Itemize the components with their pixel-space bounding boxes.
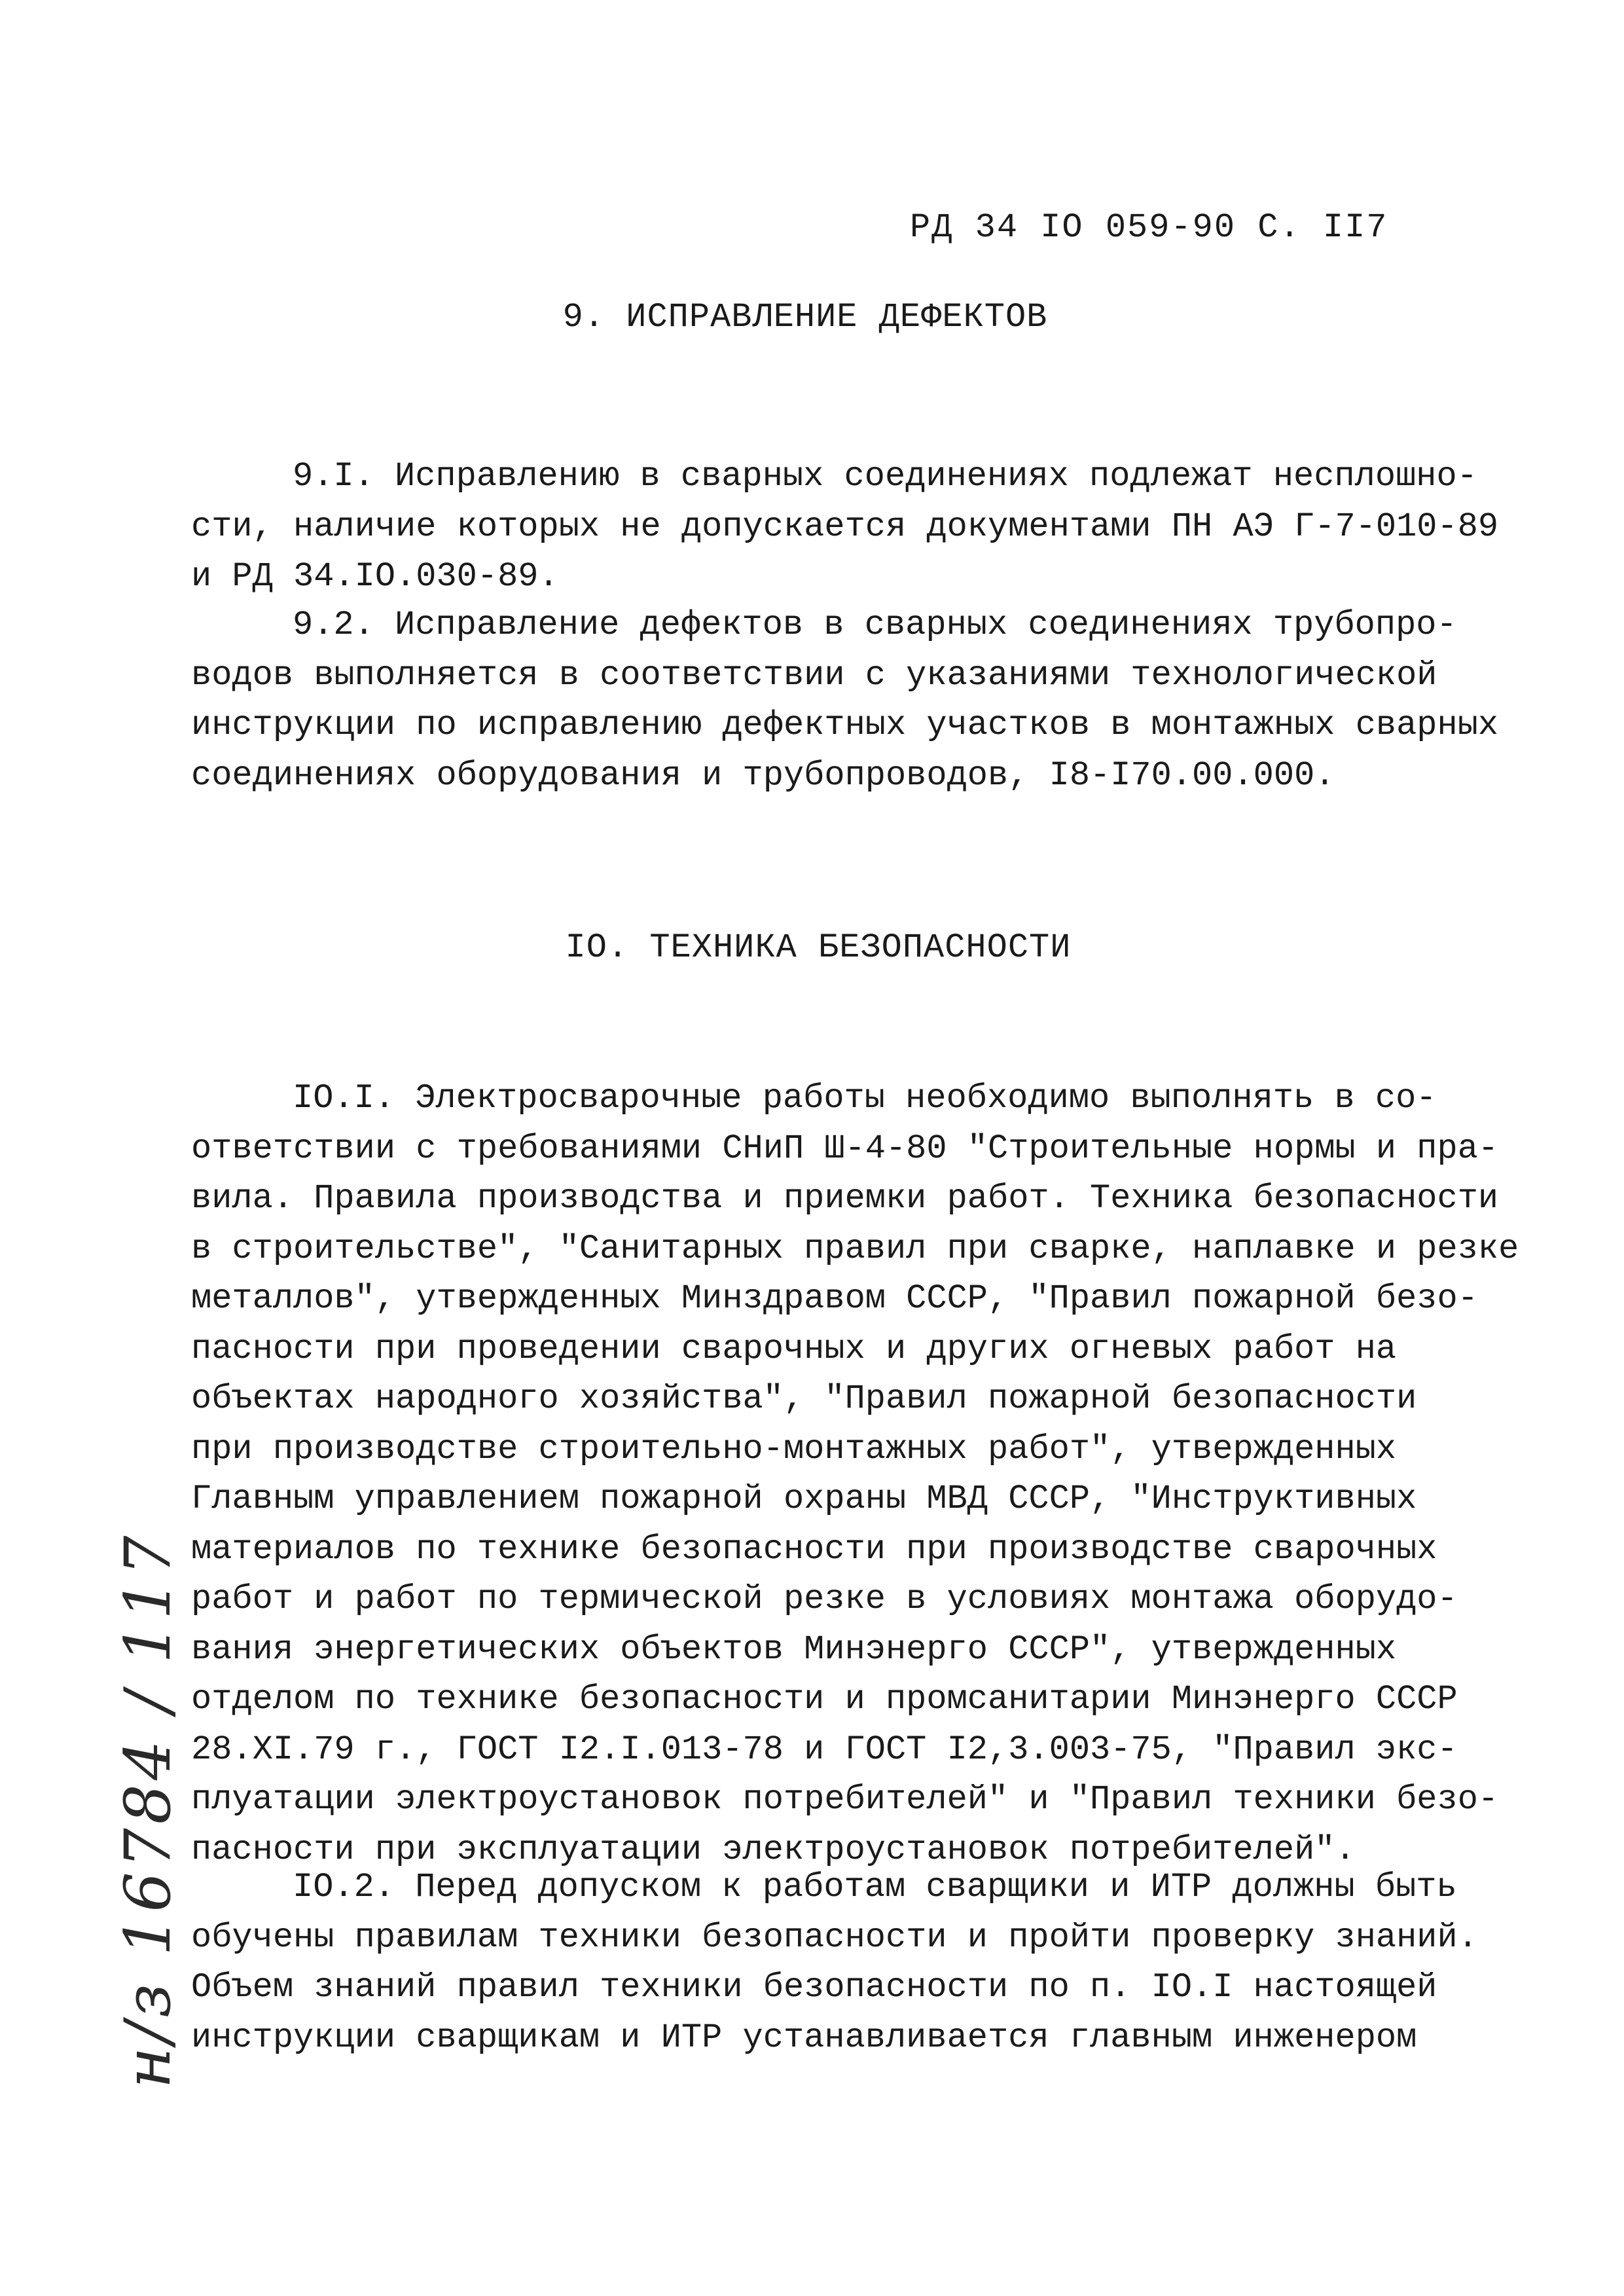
paragraph-line: пасности при эксплуатации электроустановок потребителей".: [191, 1830, 1356, 1869]
paragraph-line: сти, наличие которых не допускается документами ПН АЭ Г-7-010-89: [191, 507, 1499, 546]
paragraph-line: Главным управлением пожарной охраны МВД СССР, "Инструктивных: [191, 1480, 1417, 1518]
paragraph-line: 9.2. Исправление дефектов в сварных соединениях трубопро-: [293, 606, 1457, 644]
paragraph-line: отделом по технике безопасности и промсанитарии Минэнерго СССР: [191, 1680, 1458, 1719]
paragraph-line: металлов", утвержденных Минздравом СССР, "Правил пожарной безо-: [191, 1279, 1478, 1318]
paragraph-line: и РД 34.IO.030-89.: [191, 557, 559, 596]
paragraph-line: IO.2. Перед допуском к работам сварщики и ИТР должны быть: [293, 1868, 1457, 1906]
page-header: РД 34 IO 059-90 С. II7: [910, 208, 1388, 247]
paragraph-line: в строительстве", "Санитарных правил при сварке, наплавке и резке: [191, 1229, 1519, 1268]
paragraph-line: материалов по технике безопасности при производстве сварочных: [191, 1529, 1437, 1569]
handwritten-archive-stamp: [85, 1531, 216, 2115]
paragraph-line: пасности при проведении сварочных и других огневых работ на: [191, 1329, 1397, 1368]
paragraph-line: 9.I. Исправлению в сварных соединениях подлежат несплошно-: [293, 457, 1477, 496]
paragraph-10-2: [191, 1863, 1510, 2063]
paragraph-line: объектах народного хозяйства", "Правил пожарной безопасности: [191, 1379, 1417, 1418]
paragraph-line: вания энергетических объектов Минэнерго СССР", утвержденных: [191, 1630, 1397, 1669]
paragraph-line: IO.I. Электросварочные работы необходимо выполнять в со-: [293, 1079, 1437, 1118]
paragraph-line: инструкции по исправлению дефектных участков в монтажных сварных: [191, 706, 1499, 744]
section-10-title: IO. ТЕХНИКА БЕЗОПАСНОСТИ: [565, 928, 1072, 967]
paragraph-line: вила. Правила производства и приемки работ. Техника безопасности: [191, 1179, 1499, 1218]
paragraph-line: плуатации электроустановок потребителей" и "Правил техники безо-: [191, 1780, 1499, 1819]
paragraph-line: инструкции сварщикам и ИТР устанавливается главным инженером: [191, 2018, 1417, 2057]
section-9-title: 9. ИСПРАВЛЕНИЕ ДЕФЕКТОВ: [562, 298, 1048, 337]
paragraph-line: при производстве строительно-монтажных работ", утвержденных: [191, 1429, 1397, 1468]
paragraph-line: 28.XI.79 г., ГОСТ I2.I.013-78 и ГОСТ I2,3.003-75, "Правил экс-: [191, 1730, 1458, 1769]
paragraph-line: работ и работ по термической резке в условиях монтажа оборудо-: [191, 1580, 1458, 1618]
stamp-text: н/з 16784 / 117: [111, 1531, 185, 2088]
paragraph-10-1: [191, 1074, 1519, 1875]
paragraph-line: соединениях оборудования и трубопроводов, I8-I70.00.000.: [191, 756, 1335, 795]
paragraph-line: Объем знаний правил техники безопасности по п. IO.I настоящей: [191, 1968, 1437, 2007]
paragraph-9-1: [191, 452, 1510, 602]
paragraph-line: обучены правилам техники безопасности и пройти проверку знаний.: [191, 1918, 1478, 1957]
paragraph-9-2: [191, 600, 1510, 801]
paragraph-line: водов выполняется в соответствии с указаниями технологической: [191, 655, 1437, 695]
paragraph-line: ответствии с требованиями СНиП Ш-4-80 "Строительные нормы и пра-: [191, 1129, 1499, 1168]
